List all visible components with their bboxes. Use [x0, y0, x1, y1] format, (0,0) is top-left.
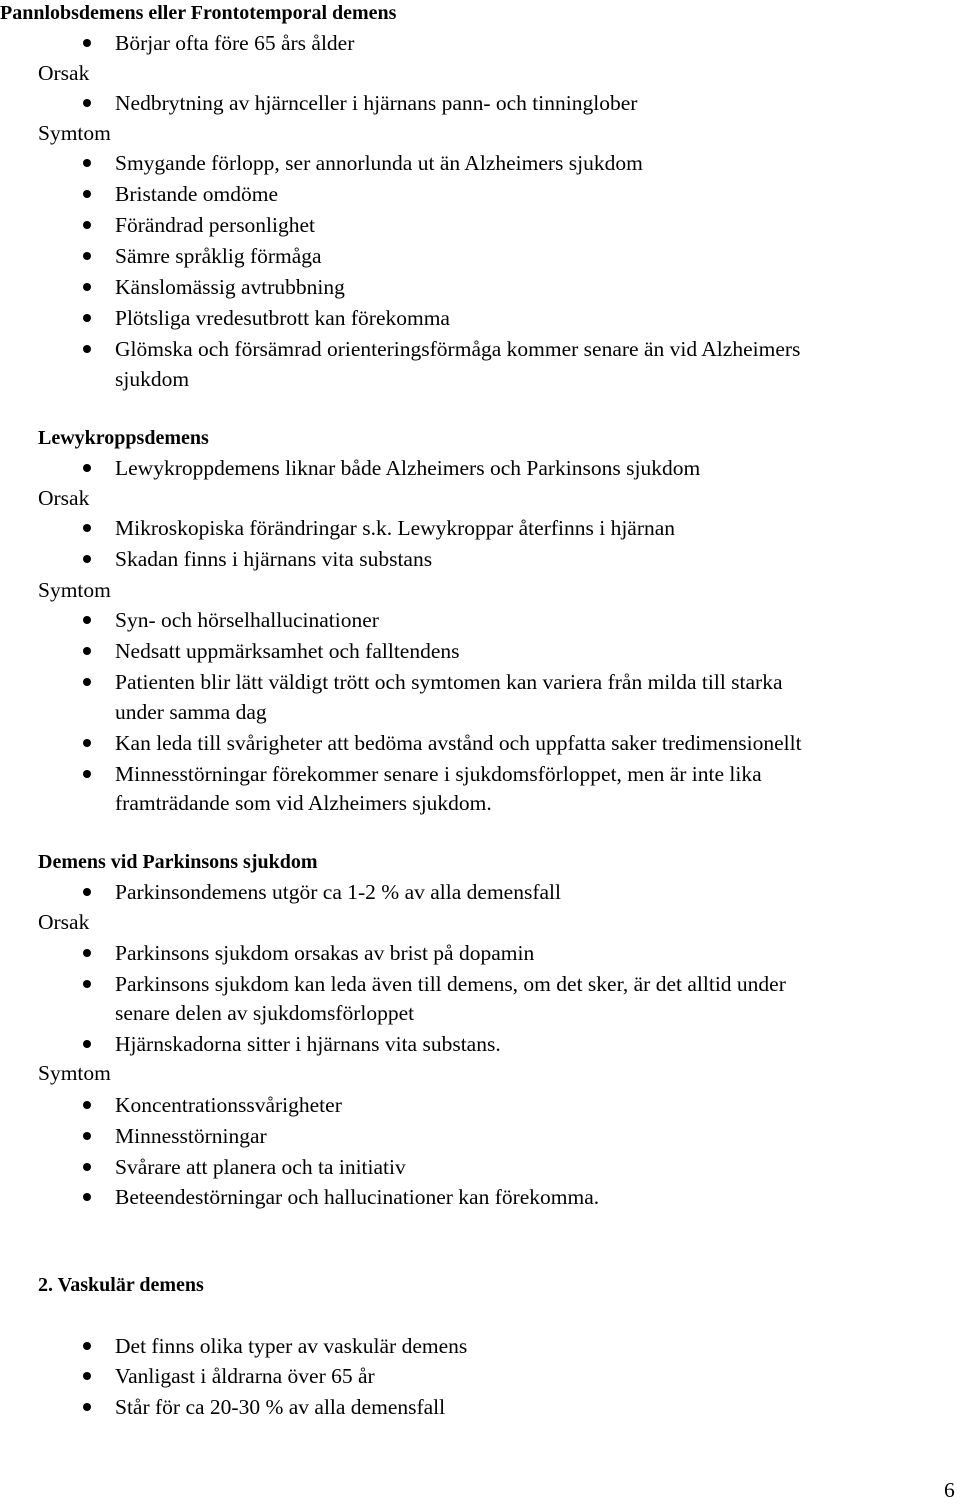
list-item: Nedsatt uppmärksamhet och falltendens	[0, 638, 960, 664]
bullet-icon	[83, 888, 91, 896]
section-title-vascular: 2. Vaskulär demens	[38, 1274, 204, 1296]
bullet-icon	[83, 1040, 91, 1048]
bullet-icon	[83, 314, 91, 322]
symptoms-heading: Symtom	[38, 121, 111, 145]
cause-heading: Orsak	[38, 486, 90, 510]
bullet-icon	[83, 1132, 91, 1140]
list-item: Skadan finns i hjärnans vita substans	[0, 546, 960, 572]
list-item: Lewykroppdemens liknar både Alzheimers och Parkinsons sjukdom	[0, 455, 960, 481]
list-item-continuation: framträdande som vid Alzheimers sjukdom.	[115, 791, 492, 815]
list-item: Glömska och försämrad orienteringsförmåga kommer senare än vid Alzheimers	[0, 336, 960, 362]
list-item: Patienten blir lätt väldigt trött och symtomen kan variera från milda till starka	[0, 669, 960, 695]
list-item: Känslomässig avtrubbning	[0, 274, 960, 300]
bullet-icon	[83, 1342, 91, 1350]
bullet-icon	[83, 949, 91, 957]
bullet-icon	[83, 770, 91, 778]
list-item: Parkinsons sjukdom orsakas av brist på dopamin	[0, 940, 960, 966]
bullet-icon	[83, 1403, 91, 1411]
bullet-icon	[83, 39, 91, 47]
list-item: Koncentrationssvårigheter	[0, 1092, 960, 1118]
cause-heading: Orsak	[38, 910, 90, 934]
cause-heading: Orsak	[38, 61, 90, 85]
list-item: Börjar ofta före 65 års ålder	[0, 30, 960, 56]
list-item: Smygande förlopp, ser annorlunda ut än Alzheimers sjukdom	[0, 150, 960, 176]
bullet-icon	[83, 980, 91, 988]
bullet-icon	[83, 283, 91, 291]
list-item: Kan leda till svårigheter att bedöma avstånd och uppfatta saker tredimensionellt	[0, 730, 960, 756]
list-item: Beteendestörningar och hallucinationer kan förekomma.	[0, 1184, 960, 1210]
list-item: Hjärnskadorna sitter i hjärnans vita substans.	[0, 1031, 960, 1057]
bullet-icon	[83, 647, 91, 655]
list-item: Vanligast i åldrarna över 65 år	[0, 1363, 960, 1389]
bullet-icon	[83, 345, 91, 353]
bullet-icon	[83, 190, 91, 198]
bullet-icon	[83, 1101, 91, 1109]
list-item: Sämre språklig förmåga	[0, 243, 960, 269]
list-item: Det finns olika typer av vaskulär demens	[0, 1333, 960, 1359]
bullet-icon	[83, 464, 91, 472]
list-item: Svårare att planera och ta initiativ	[0, 1154, 960, 1180]
symptoms-heading: Symtom	[38, 1061, 111, 1085]
bullet-icon	[83, 616, 91, 624]
bullet-icon	[83, 252, 91, 260]
section-title-lewy: Lewykroppsdemens	[38, 427, 209, 449]
list-item: Minnesstörningar förekommer senare i sjukdomsförloppet, men är inte lika	[0, 761, 960, 787]
bullet-icon	[83, 99, 91, 107]
list-item-continuation: under samma dag	[115, 700, 267, 724]
list-item: Minnesstörningar	[0, 1123, 960, 1149]
bullet-icon	[83, 678, 91, 686]
bullet-icon	[83, 555, 91, 563]
section-title-frontotemporal: Pannlobsdemens eller Frontotemporal demens	[0, 2, 397, 24]
bullet-icon	[83, 221, 91, 229]
list-item: Plötsliga vredesutbrott kan förekomma	[0, 305, 960, 331]
list-item: Nedbrytning av hjärnceller i hjärnans pann- och tinninglober	[0, 90, 960, 116]
section-title-parkinson: Demens vid Parkinsons sjukdom	[38, 851, 318, 873]
bullet-icon	[83, 1193, 91, 1201]
bullet-icon	[83, 1163, 91, 1171]
list-item: Mikroskopiska förändringar s.k. Lewykroppar återfinns i hjärnan	[0, 515, 960, 541]
list-item: Står för ca 20-30 % av alla demensfall	[0, 1394, 960, 1420]
list-item-continuation: sjukdom	[115, 367, 190, 391]
bullet-icon	[83, 1372, 91, 1380]
bullet-icon	[83, 159, 91, 167]
list-item-continuation: senare delen av sjukdomsförloppet	[115, 1001, 415, 1025]
list-item: Syn- och hörselhallucinationer	[0, 607, 960, 633]
list-item: Parkinsons sjukdom kan leda även till demens, om det sker, är det alltid under	[0, 971, 960, 997]
list-item: Förändrad personlighet	[0, 212, 960, 238]
bullet-icon	[83, 739, 91, 747]
bullet-icon	[83, 524, 91, 532]
list-item: Bristande omdöme	[0, 181, 960, 207]
symptoms-heading: Symtom	[38, 578, 111, 602]
page-number: 6	[944, 1478, 955, 1502]
list-item: Parkinsondemens utgör ca 1-2 % av alla demensfall	[0, 879, 960, 905]
